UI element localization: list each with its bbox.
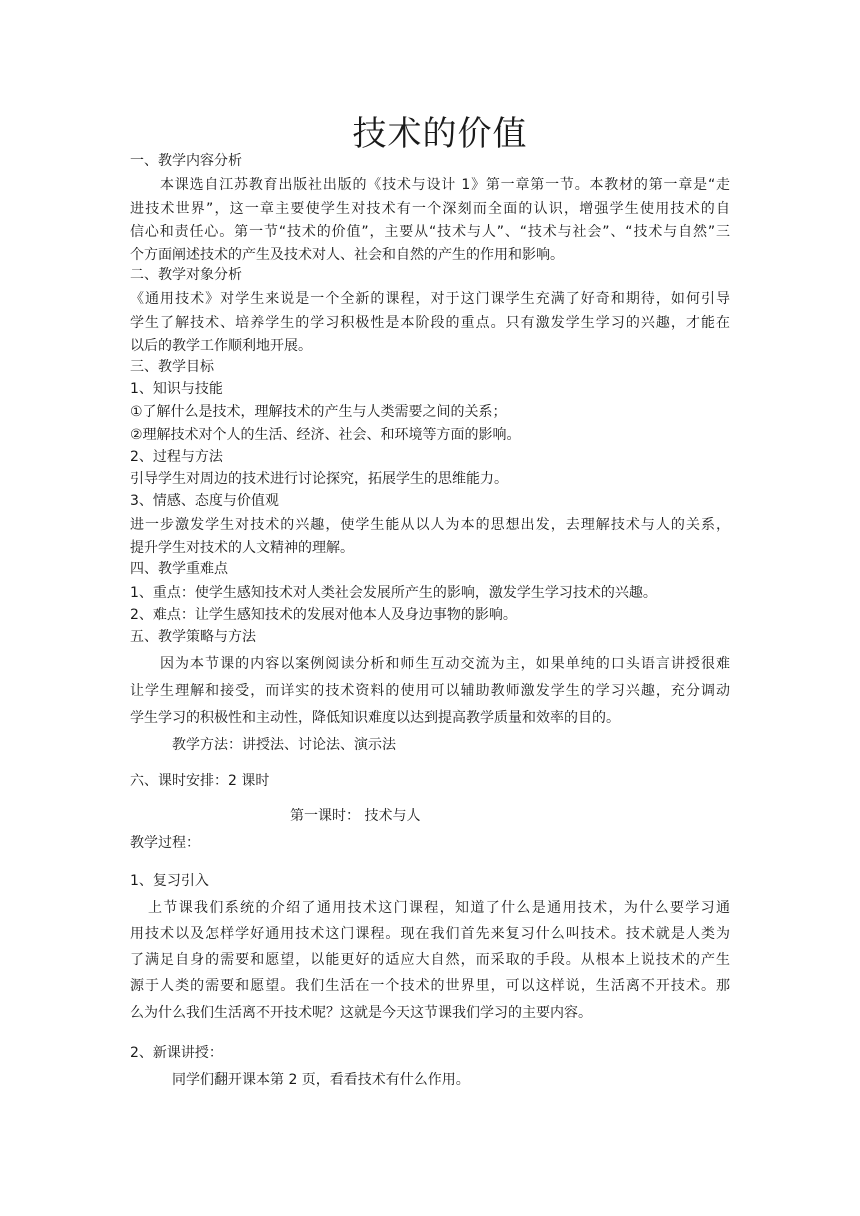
paragraph-line: 让学生理解和接受，而详实的技术资料的使用可以辅助教师激发学生的学习兴趣，充分调动	[130, 683, 730, 699]
heading-teaching-goals: 三、教学目标	[130, 359, 214, 375]
heading-content-analysis: 一、教学内容分析	[130, 153, 242, 169]
paragraph-line: 源于人类的需要和愿望。我们生活在一个技术的世界里，可以这样说，生活离不开技术。那	[130, 978, 730, 994]
paragraph-line: 引导学生对周边的技术进行讨论探究，拓展学生的思维能力。	[130, 471, 508, 487]
heading-student-analysis: 二、教学对象分析	[130, 267, 242, 283]
paragraph-line: 了满足自身的需要和愿望，以能更好的适应大自然，而采取的手段。从根本上说技术的产生	[130, 952, 730, 968]
paragraph-line: 提升学生对技术的人文精神的理解。	[130, 540, 354, 556]
paragraph-line: 用技术以及怎样学好通用技术这门课程。现在我们首先来复习什么叫技术。技术就是人类为	[130, 926, 730, 942]
paragraph-line: 上节课我们系统的介绍了通用技术这门课程，知道了什么是通用技术，为什么要学习通	[148, 900, 730, 916]
paragraph-line: 进一步激发学生对技术的兴趣，使学生能从以人为本的思想出发，去理解技术与人的关系，	[130, 517, 730, 533]
paragraph-line: 个方面阐述技术的产生及技术对人、社会和自然的产生的作用和影响。	[130, 247, 564, 263]
lesson-one-title: 第一课时： 技术与人	[290, 808, 421, 824]
paragraph-line: 进技术世界”，这一章主要使学生对技术有一个深刻而全面的认识，增强学生使用技术的自	[130, 201, 730, 217]
heading-key-points: 四、教学重难点	[130, 561, 228, 577]
heading-schedule: 六、课时安排：2 课时	[130, 773, 270, 789]
heading-strategy: 五、教学策略与方法	[130, 629, 256, 645]
paragraph-line: 以后的教学工作顺利地开展。	[130, 338, 312, 354]
paragraph-line: 同学们翻开课本第 2 页，看看技术有什么作用。	[172, 1072, 470, 1088]
list-item: 1、重点：使学生感知技术对人类社会发展所产生的影响，激发学生学习技术的兴趣。	[130, 585, 657, 601]
paragraph-line: 因为本节课的内容以案例阅读分析和师生互动交流为主，如果单纯的口头语言讲授很难	[160, 656, 730, 672]
list-item: ②理解技术对个人的生活、经济、社会、和环境等方面的影响。	[130, 427, 521, 443]
paragraph-line: 学生学习的积极性和主动性，降低知识难度以达到提高教学质量和效率的目的。	[130, 710, 620, 726]
list-item: ①了解什么是技术，理解技术的产生与人类需要之间的关系；	[130, 404, 507, 420]
list-item: 2、难点：让学生感知技术的发展对他本人及身边事物的影响。	[130, 607, 517, 623]
paragraph-line: 信心和责任心。第一节“技术的价值”，主要从“技术与人”、“技术与社会”、“技术与自然”三	[130, 224, 730, 240]
paragraph-line: 本课选自江苏教育出版社出版的《技术与设计 1》第一章第一节。本教材的第一章是“走	[160, 177, 730, 193]
heading-process: 教学过程：	[130, 835, 200, 851]
subheading: 3、情感、态度与价值观	[130, 493, 279, 509]
teaching-methods: 教学方法：讲授法、讨论法、演示法	[172, 737, 396, 753]
paragraph-line: 《通用技术》对学生来说是一个全新的课程，对于这门课学生充满了好奇和期待，如何引导	[130, 291, 730, 307]
subheading: 2、新课讲授：	[130, 1045, 223, 1061]
subheading: 1、复习引入	[130, 873, 209, 889]
subheading: 2、过程与方法	[130, 449, 223, 465]
subheading: 1、知识与技能	[130, 381, 223, 397]
page-title: 技术的价值	[352, 114, 528, 154]
paragraph-line: 学生了解技术、培养学生的学习积极性是本阶段的重点。只有激发学生学习的兴趣，才能在	[130, 315, 730, 331]
paragraph-line: 么为什么我们生活离不开技术呢？这就是今天这节课我们学习的主要内容。	[130, 1005, 592, 1021]
